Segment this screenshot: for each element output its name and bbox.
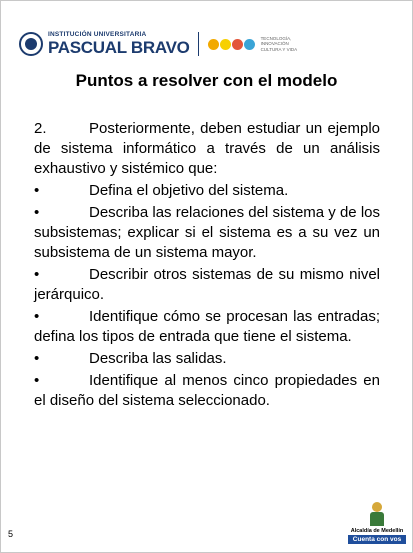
bullet-icon: • [34,308,40,325]
intro-number: 2. [34,120,47,137]
institution-name: PASCUAL BRAVO [48,37,190,57]
bullet-text: Describir otros sistemas de su mismo nivel jerárquico. [34,266,380,303]
bullet-icon: • [34,204,40,221]
bullet-text: Identifique al menos cinco propiedades en el diseño del sistema seleccionado. [34,372,380,409]
intro-paragraph [34,119,380,179]
institution-top-label: INSTITUCIÓN UNIVERSITARIA [48,31,147,39]
bullet-item [34,349,380,369]
bullet-text: Describa las relaciones del sistema y de los subsistemas; explicar si el sistema es a su vez un subsistema de un sistema mayor. [34,204,380,261]
brand-dot [244,39,255,50]
alcaldia-name: Alcaldía de Medellín [350,528,404,534]
bullet-icon: • [34,372,40,389]
brand-dot [208,39,219,50]
bullet-icon: • [34,350,40,367]
institution-seal-icon [19,32,43,56]
institution-tagline: TECNOLOGÍA, INNOVACIÓN CULTURA Y VIDA [260,35,298,52]
intro-text: Posteriormente, deben estudiar un ejemplo de sistema informático a través de un análisis exhaustivo y sistémico que: [34,120,380,177]
statue-icon [370,502,384,526]
brand-dot [220,39,231,50]
bullet-text: Defina el objetivo del sistema. [89,182,289,199]
alcaldia-logo [348,502,406,544]
slide-title: Puntos a resolver con el modelo [75,71,338,90]
bullet-icon: • [34,182,40,199]
brand-dot [232,39,243,50]
bullet-item [34,265,380,305]
logo-divider [198,32,199,56]
bullet-item [34,371,380,411]
bullet-item [34,181,380,201]
slide-content [34,119,380,413]
header-logos [19,29,307,59]
institution-logo-text [48,32,190,56]
bullet-item [34,203,380,263]
bullet-text: Identifique cómo se procesan las entradas; defina los tipos de entrada que tiene el sistema. [34,308,380,345]
alcaldia-slogan: Cuenta con vos [348,535,406,544]
brand-dots-icon [208,39,255,50]
bullet-text: Describa las salidas. [89,350,227,367]
bullet-icon: • [34,266,40,283]
bullet-item [34,307,380,347]
page-number: 5 [8,529,14,539]
